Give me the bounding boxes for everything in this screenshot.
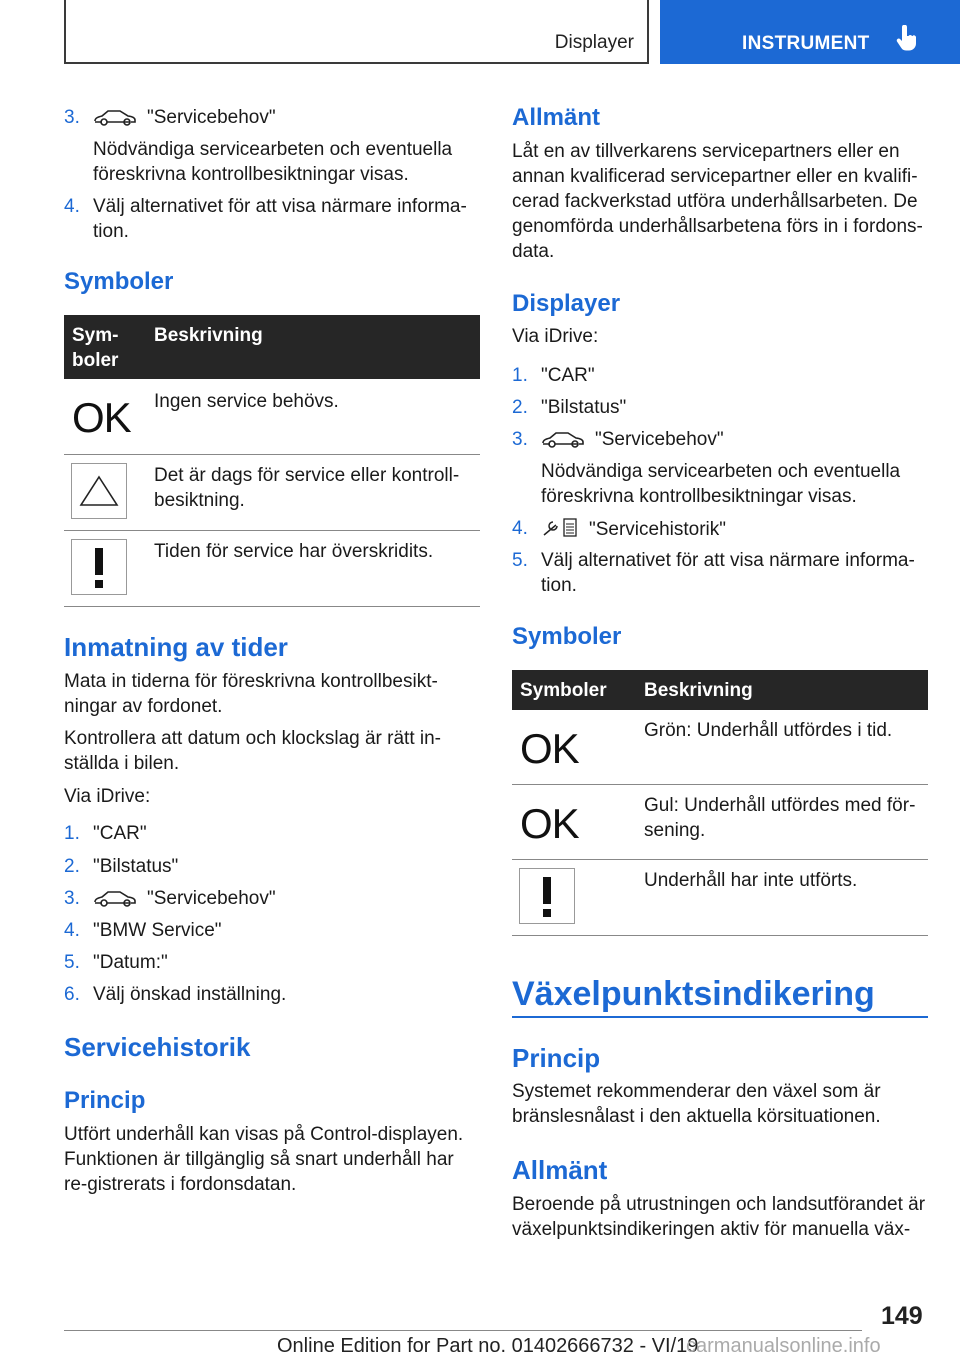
table-row: OK Grön: Underhåll utfördes i tid. xyxy=(512,710,928,785)
symbols-heading: Symboler xyxy=(512,623,622,650)
princip-heading: Princip xyxy=(512,1043,601,1073)
paragraph: Mata in tiderna för föreskrivna kontrollbesikt‐ningar av fordonet. xyxy=(64,671,438,717)
paragraph: Nödvändiga servicearbeten och eventuella föreskrivna kontrollbesiktningar visas. xyxy=(541,461,901,507)
inmatning-heading: Inmatning av tider xyxy=(64,632,288,662)
ok-symbol: OK xyxy=(520,800,579,847)
header-chapter-tab xyxy=(660,0,960,64)
table-header: Sym‐boler Beskrivning xyxy=(64,315,480,379)
servicehistorik-heading: Servicehistorik xyxy=(64,1032,251,1062)
header-section-label: Displayer xyxy=(554,32,634,53)
paragraph: Via iDrive: xyxy=(64,786,151,807)
header-chapter-label: INSTRUMENT xyxy=(742,33,870,54)
page-number: 149 xyxy=(881,1302,923,1330)
table-row: OK Gul: Underhåll utfördes med för‐sening. xyxy=(512,785,928,860)
hand-pointer-icon xyxy=(896,25,920,53)
allmant2-heading: Allmänt xyxy=(512,1155,608,1185)
car-icon xyxy=(93,889,137,907)
allmant-heading: Allmänt xyxy=(512,104,601,131)
paragraph: Systemet rekommenderar den växel som är bränslesnålast i den aktuella körsituationen. xyxy=(512,1081,881,1127)
paragraph: Via iDrive: xyxy=(512,326,599,347)
exclamation-icon xyxy=(519,868,575,924)
car-icon xyxy=(541,430,585,448)
warning-triangle-icon xyxy=(71,463,127,519)
car-icon xyxy=(93,108,137,126)
table-row: Tiden för service har överskridits. xyxy=(64,531,480,607)
table-row: Underhåll har inte utförts. xyxy=(512,860,928,936)
paragraph: Utfört underhåll kan visas på Control-displayen. Funktionen är tillgänglig så snart underhåll har re‐gistrerats i fordonsdatan. xyxy=(64,1124,464,1195)
watermark: carmanualsonline.info xyxy=(686,1335,881,1357)
paragraph: Låt en av tillverkarens servicepartners eller en annan kvalificerad servicepartner eller en kvalifi‐cerad fackverkstad utföra underhållsarbeten. De genomförda underhållsarbetena förs in i fordons‐data. xyxy=(512,141,923,262)
paragraph: Nödvändiga servicearbeten och eventuella föreskrivna kontrollbesiktningar visas. xyxy=(93,139,453,185)
table-row: OK Ingen service behövs. xyxy=(64,379,480,455)
footer-edition: Online Edition for Part no. 01402666732 - VI/19 xyxy=(277,1335,699,1357)
paragraph: Beroende på utrustningen och landsutförandet är växelpunktsindikeringen aktiv för manuella väx‐ xyxy=(512,1194,926,1240)
table-row: Det är dags för service eller kontroll‐besiktning. xyxy=(64,455,480,531)
service-history-icon xyxy=(541,516,579,538)
paragraph: Kontrollera att datum och klockslag är rätt in‐ställda i bilen. xyxy=(64,728,442,774)
vaxel-heading: Växelpunktsindikering xyxy=(512,974,928,1018)
table-header: Symboler Beskrivning xyxy=(512,670,928,710)
displayer-heading: Displayer xyxy=(512,290,621,317)
exclamation-icon xyxy=(71,539,127,595)
footer-divider xyxy=(64,1330,862,1331)
princip-heading: Princip xyxy=(64,1087,146,1114)
header-section-tab xyxy=(64,0,649,64)
ok-symbol: OK xyxy=(72,394,131,441)
symbols-heading: Symboler xyxy=(64,268,174,295)
ok-symbol: OK xyxy=(520,725,579,772)
